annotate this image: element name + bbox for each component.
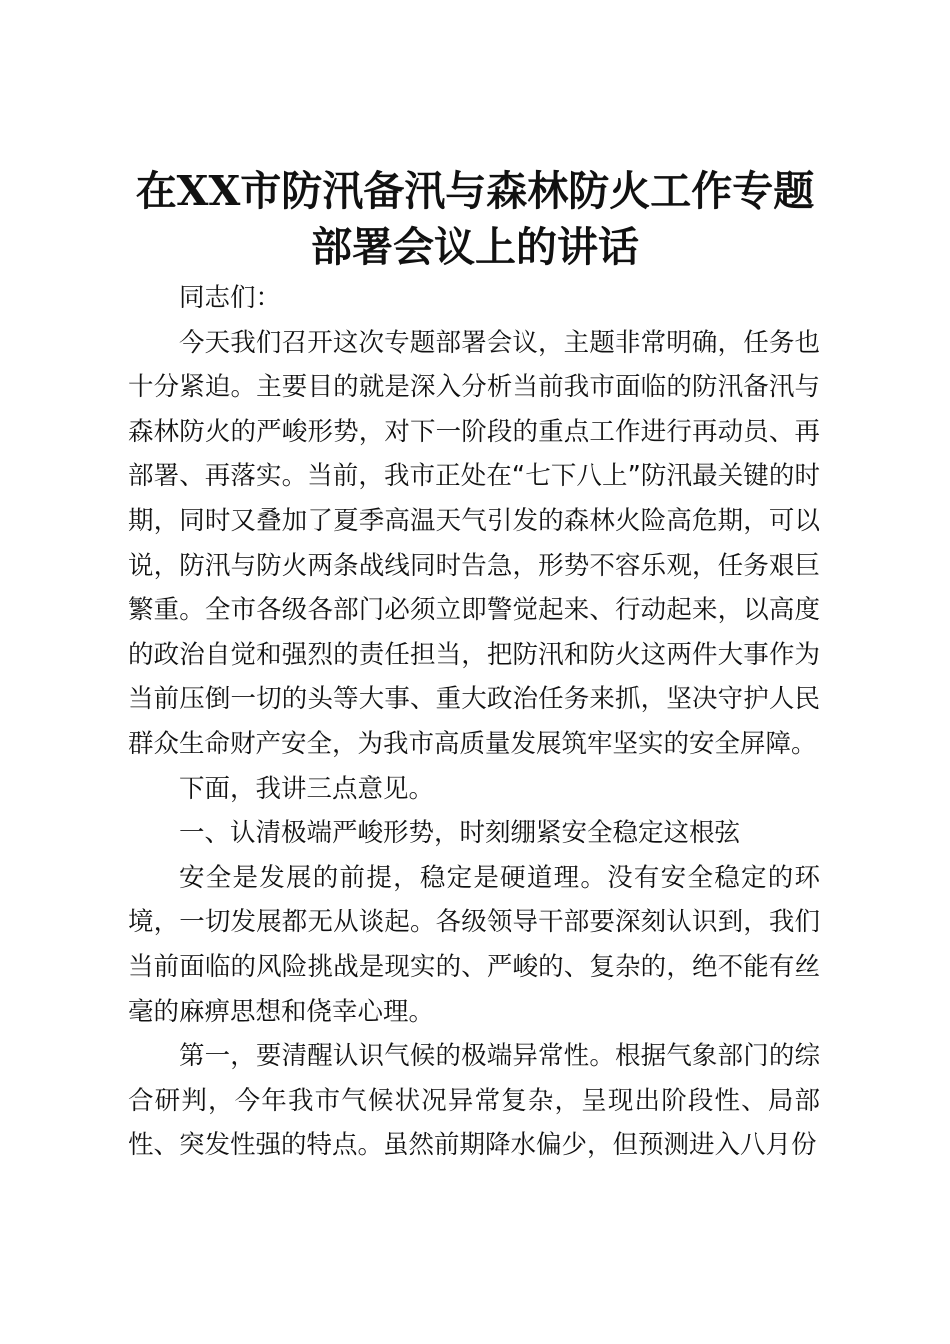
intro-paragraph: 今天我们召开这次专题部署会议，主题非常明确，任务也十分紧迫。主要目的就是深入分析当前我市面临的防汛备汛与森林防火的严峻形势，对下一阶段的重点工作进行再动员、再部署、再落实。当前，我市正处在“七下八上”防汛最关键的时期，同时又叠加了夏季高温天气引发的森林火险高危期，可以说，防汛与防火两条战线同时告急，形势不容乐观，任务艰巨繁重。全市各级各部门必须立即警觉起来、行动起来，以高度的政治自觉和强烈的责任担当，把防汛和防火这两件大事作为当前压倒一切的头等大事、重大政治任务来抓，坚决守护人民群众生命财产安全，为我市高质量发展筑牢坚实的安全屏障。 (128, 327, 820, 759)
section-1-heading: 一、认清极端严峻形势，时刻绷紧安全稳定这根弦 (179, 818, 741, 849)
point-1-paragraph: 第一，要清醒认识气候的极端异常性。根据气象部门的综合研判，今年我市气候状况异常复杂，呈现出阶段性、局部性、突发性强的特点。虽然前期降水偏少，但预测进入八月份 (128, 1041, 820, 1161)
section-1-paragraph: 安全是发展的前提，稳定是硬道理。没有安全稳定的环境，一切发展都无从谈起。各级领导干部要深刻认识到，我们当前面临的风险挑战是现实的、严峻的、复杂的，绝不能有丝毫的麻痹思想和侥幸心理。 (128, 862, 820, 1027)
document-body (128, 276, 820, 1168)
transition-paragraph: 下面，我讲三点意见。 (179, 773, 435, 804)
title-line-2: 部署会议上的讲话 (311, 223, 639, 271)
salutation: 同志们： (179, 283, 282, 313)
title-line-1: 在XX市防汛备汛与森林防火工作专题 (135, 167, 815, 215)
document-title (120, 163, 830, 275)
